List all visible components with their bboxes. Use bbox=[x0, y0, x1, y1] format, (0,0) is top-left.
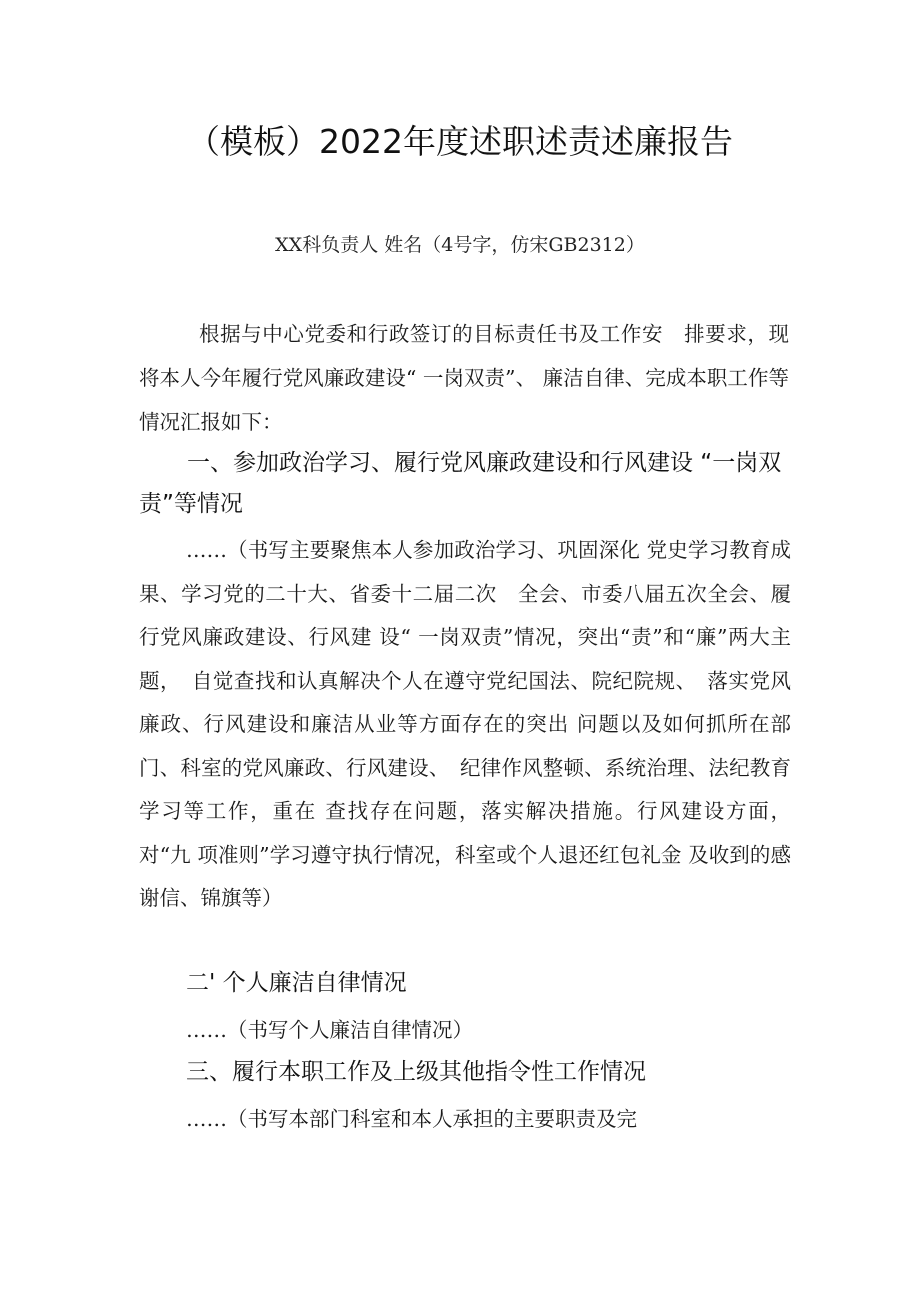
section-3-body: ……（书写本部门科室和本人承担的主要职责及完 bbox=[186, 1107, 637, 1131]
section-1-heading: 一、参加政治学习、履行党风廉政建设和行风建设 “一岗双责”等情况 bbox=[139, 450, 782, 517]
document-title: （模板）2022年度述职述责述廉报告 bbox=[187, 122, 733, 161]
author-line: XX科负责人 姓名（4号字，仿宋GB2312） bbox=[275, 234, 645, 256]
section-1-body: ……（书写主要聚焦本人参加政治学习、巩固深化 党史学习教育成果、学习党的二十大、省委十二届二次 全会、市委八届五次全会、履行党风廉政建设、行风建 设“ 一岗双责”情况，突出“责”和“廉”两大主题， 自觉查找和认真解决个人在遵守党纪国法、院纪院规、 落实党风廉政、行风建设和廉洁从业等方面存在的突出 问题以及如何抓所在部门、科室的党风廉政、行风建设、 纪律作风整顿、系统治理、法纪教育学习等工作，重在 查找存在问题，落实解决措施。行风建设方面，对“九 项准则”学习遵守执行情况，科室或个人退还红包礼金 及收到的感谢信、锦旗等） bbox=[139, 538, 791, 910]
section-2-heading: 二' 个人廉洁自律情况 bbox=[186, 970, 407, 996]
intro-paragraph: 根据与中心党委和行政签订的目标责任书及工作安 排要求，现将本人今年履行党风廉政建设“ 一岗双责”、 廉洁自律、完成本职工作等情况汇报如下： bbox=[139, 322, 789, 434]
section-3-heading: 三、履行本职工作及上级其他指令性工作情况 bbox=[186, 1059, 646, 1085]
section-2-body: ……（书写个人廉洁自律情况） bbox=[186, 1018, 473, 1042]
